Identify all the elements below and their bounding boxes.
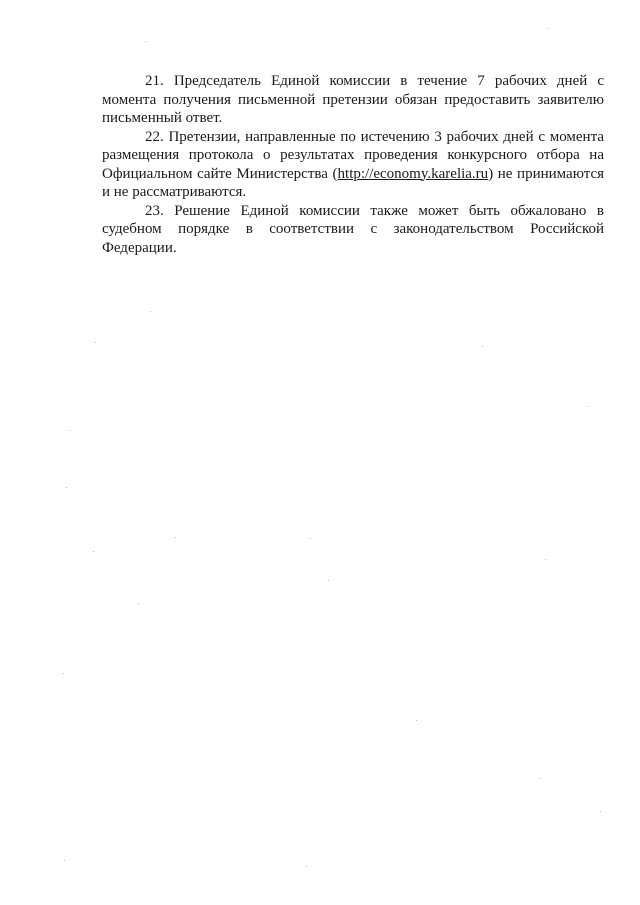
paragraph-21: 21. Председатель Единой комиссии в течение 7 рабочих дней с момента получения письменной претензии обязан предоставить заявителю письменный ответ.: [102, 73, 604, 126]
document-body: [102, 72, 604, 257]
scan-speck: [63, 673, 64, 674]
scan-speck: [482, 346, 483, 347]
scan-speck: [310, 538, 311, 539]
scan-speck: [138, 603, 139, 604]
scan-speck: [600, 811, 601, 812]
scan-speck: [306, 866, 307, 867]
scan-speck: [66, 487, 67, 488]
scan-speck: [175, 537, 176, 538]
scan-speck: [64, 860, 65, 861]
scan-speck: [95, 342, 96, 343]
ministry-website-link[interactable]: http://economy.karelia.ru: [337, 165, 489, 182]
scan-speck: [587, 406, 588, 407]
paragraph-22: [102, 128, 604, 202]
scan-speck: [145, 41, 146, 42]
scan-speck: [70, 430, 71, 431]
scan-speck: [539, 778, 540, 779]
paragraph-23: 23. Решение Единой комиссии также может быть обжаловано в судебном порядке в соответствии с законодательством Российской Федерации.: [102, 202, 604, 256]
scan-speck: [150, 311, 151, 312]
paragraph-22-text-before-link: 22. Претензии, направленные по истечению 3 рабочих дней с момента размещения протокола о результатах проведения конкурсного отбора на Официальном сайте Министерства (: [102, 128, 604, 182]
paragraph-22-text-after-link: ) не принимаются и не рассматриваются.: [102, 165, 605, 200]
scan-speck: [545, 559, 546, 560]
scan-speck: [548, 28, 549, 29]
scan-speck: [328, 580, 329, 581]
scan-speck: [416, 720, 417, 721]
scan-speck: [93, 551, 94, 552]
